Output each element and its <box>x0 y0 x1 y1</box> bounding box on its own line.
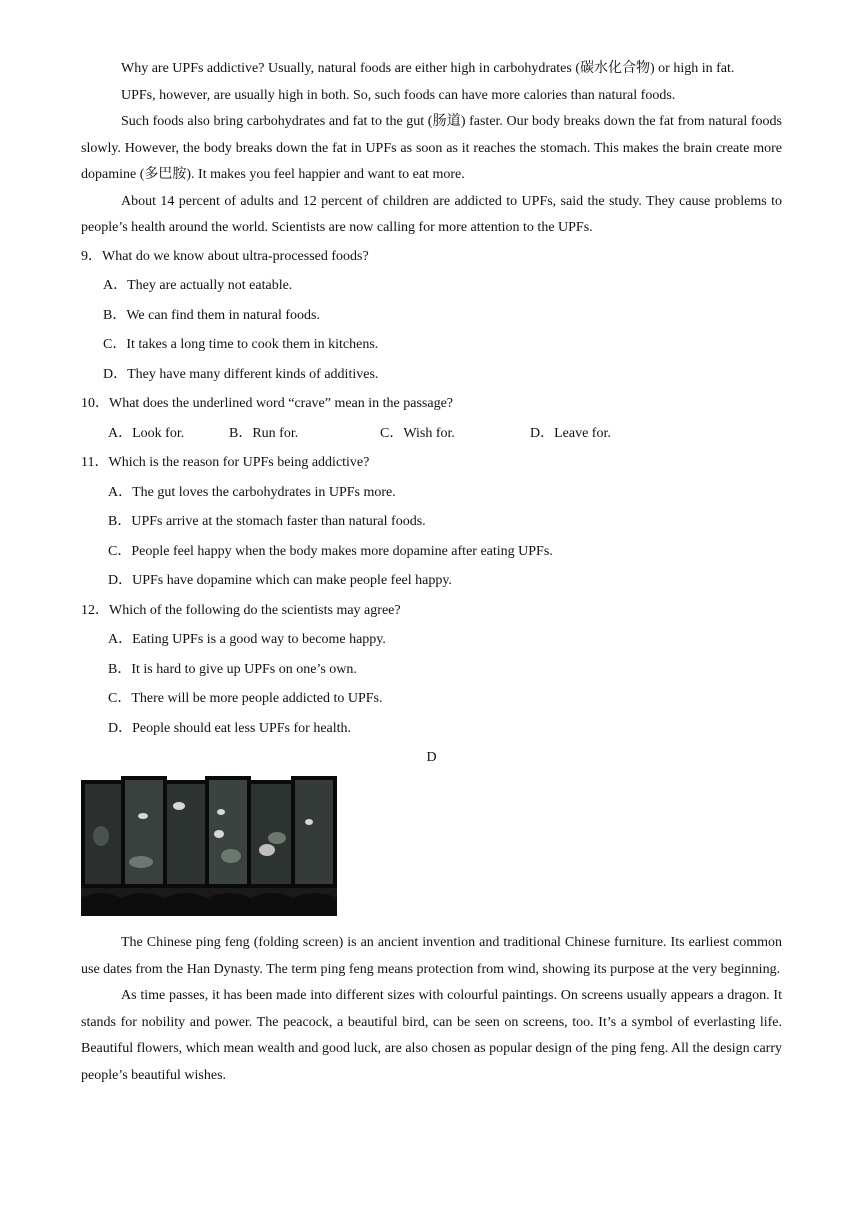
question-stem: 10．What does the underlined word “crave” mean in the passage? <box>81 396 454 411</box>
option-c: C．It takes a long time to cook them in kitchens. <box>103 337 379 352</box>
folding-screen-photo <box>81 776 337 916</box>
paragraph: The Chinese ping feng (folding screen) is an ancient invention and traditional Chinese furniture. Its earliest common use dates from the Han Dynasty. The term ping feng means protection from wind, showing its purpose at the very beginning. <box>81 935 782 977</box>
option-b: B．We can find them in natural foods. <box>103 307 320 323</box>
document-page <box>81 56 782 1089</box>
option-a: A．Eating UPFs is a good way to become happy. <box>108 632 386 647</box>
option-d: D．They have many different kinds of additives. <box>103 366 379 382</box>
question-stem: 11．Which is the reason for UPFs being addictive? <box>81 455 370 470</box>
section-label: D <box>426 750 437 765</box>
option-d: D．People should eat less UPFs for health. <box>108 720 352 736</box>
option-a: A．The gut loves the carbohydrates in UPFs more. <box>108 484 396 500</box>
paragraph: As time passes, it has been made into different sizes with colourful paintings. On screens usually appears a dragon. It stands for nobility and power. The peacock, a beautiful bird, can be seen on screens, too. It’s a symbol of everlasting life. Beautiful flowers, which mean wealth and good luck, are also chosen as popular design of the ping feng. All the design carry people’s beautiful wishes. <box>81 988 782 1083</box>
option-d: D．Leave for. <box>530 425 611 441</box>
option-a: A．Look for. <box>108 425 185 441</box>
option-d: D．UPFs have dopamine which can make people feel happy. <box>108 573 452 588</box>
folding-screen-icon <box>81 776 337 916</box>
option-b: B．UPFs arrive at the stomach faster than natural foods. <box>108 514 426 529</box>
option-b: B．It is hard to give up UPFs on one’s own. <box>108 661 357 677</box>
option-a: A．They are actually not eatable. <box>103 278 293 293</box>
option-c: C．There will be more people addicted to UPFs. <box>108 691 383 706</box>
paragraph: Why are UPFs addictive? Usually, natural foods are either high in carbohydrates (碳水化合物) or high in fat. <box>121 61 735 76</box>
paragraph: UPFs, however, are usually high in both. So, such foods can have more calories than natural foods. <box>121 87 676 103</box>
option-c: C．People feel happy when the body makes more dopamine after eating UPFs. <box>108 543 553 559</box>
question-stem: 12．Which of the following do the scientists may agree? <box>81 602 401 618</box>
paragraph: About 14 percent of adults and 12 percent of children are addicted to UPFs, said the study. They cause problems to people’s health around the world. Scientists are now calling for more attention to the UPFs. <box>81 193 782 235</box>
option-b: B．Run for. <box>229 425 299 441</box>
paragraph: Such foods also bring carbohydrates and fat to the gut (肠道) faster. Our body breaks down the fat from natural foods slowly. However, the body breaks down the fat in UPFs as soon as it reaches the stomach. This makes the brain create more dopamine (多巴胺). It makes you feel happier and want to eat more. <box>81 114 782 182</box>
option-row <box>108 419 782 449</box>
question-stem: 9．What do we know about ultra-processed foods? <box>81 248 369 264</box>
option-c: C．Wish for. <box>380 425 455 441</box>
